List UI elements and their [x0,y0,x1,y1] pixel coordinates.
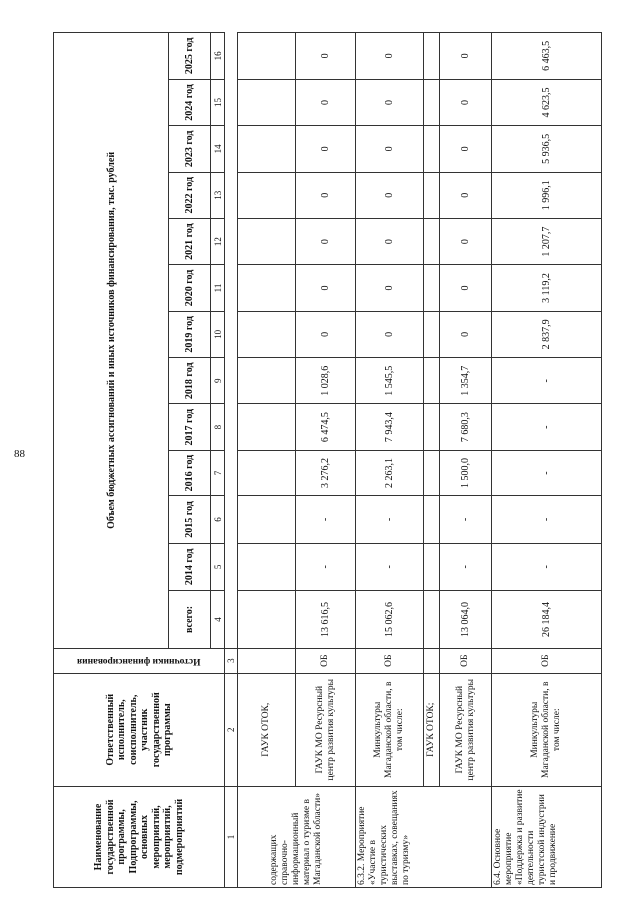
header-year: 2015 год [169,496,211,543]
row-source: ОБ [492,648,602,673]
row-value [238,33,296,80]
row-value: 0 [296,172,356,218]
header-year: 2022 год [169,172,211,218]
header-volume: Объем бюджетных ассигнований и иных источников финансирования, тыс. рублей [54,33,169,649]
header-col-source-text: Источники финансирования [77,655,201,666]
row-value: 3 276,2 [296,450,356,495]
table-row [440,33,492,888]
row-total: 13 064,0 [440,591,492,649]
row-value: 0 [356,218,424,264]
row-value: 3 119,2 [492,265,602,311]
header-year: 2025 год [169,33,211,80]
row-value [238,79,296,125]
row-value: - [492,496,602,543]
row-value: 1 207,7 [492,218,602,264]
header-col-source [54,648,225,673]
column-number: 2 [225,673,238,786]
row-value: 2 837,9 [492,311,602,357]
row-value [238,172,296,218]
row-value [424,218,440,264]
row-value [424,265,440,311]
row-value [424,543,440,590]
row-total: 15 062,6 [356,591,424,649]
rotated-table-container [53,32,613,888]
column-number: 16 [211,33,225,80]
row-value: 0 [356,311,424,357]
row-value: 7 943,4 [356,404,424,450]
row-value: - [356,543,424,590]
table-row [238,33,296,888]
header-year: 2019 год [169,311,211,357]
row-responsible: ГАУК ОТОК, [238,673,296,786]
row-responsible: ГАУК ОТОК; [424,673,440,786]
row-value: 0 [440,218,492,264]
row-value: 0 [356,126,424,172]
row-value [238,404,296,450]
row-value: 4 623,5 [492,79,602,125]
row-value [424,126,440,172]
row-source [424,648,440,673]
table-row [296,33,356,888]
row-value: - [296,543,356,590]
row-value: 0 [356,265,424,311]
financing-table [53,32,602,888]
row-source: ОБ [440,648,492,673]
header-year: 2023 год [169,126,211,172]
row-value: 0 [440,33,492,80]
column-number: 13 [211,172,225,218]
column-number: 4 [211,591,225,649]
row-responsible: Минкультуры Магаданской области, в том числе: [492,673,602,786]
header-year: 2014 год [169,543,211,590]
row-value: 0 [440,172,492,218]
row-value: 1 354,7 [440,358,492,404]
row-responsible: Минкультуры Магаданской области, в том числе: [356,673,424,786]
row-value [238,218,296,264]
row-value: 6 463,5 [492,33,602,80]
row-value: 0 [296,79,356,125]
row-total [238,591,296,649]
column-number: 3 [225,648,238,673]
header-year: 2024 год [169,79,211,125]
row-value: 1 996,1 [492,172,602,218]
table-row [492,33,602,888]
row-value: 0 [440,265,492,311]
column-number: 12 [211,218,225,264]
row-value: 0 [440,126,492,172]
row-value [424,311,440,357]
row-value [424,358,440,404]
row-value: 0 [296,126,356,172]
row-value [238,450,296,495]
header-col-name: Наименование государственной программы, Подпрограммы, основных мероприятий, мероприятий, подмероприятий [54,786,225,887]
row-value: - [492,404,602,450]
column-number-row-left [225,33,238,888]
column-number: 5 [211,543,225,590]
row-value [424,496,440,543]
row-source [238,648,296,673]
row-value [424,450,440,495]
header-year: 2018 год [169,358,211,404]
row-value: 0 [296,33,356,80]
row-value [238,265,296,311]
row-name: 6.3.2. Мероприятие «Участие в туристических выставках, совещаниях по туризму» [356,786,492,887]
header-year: 2016 год [169,450,211,495]
row-source: ОБ [356,648,424,673]
row-value: 0 [356,79,424,125]
row-value: - [356,496,424,543]
row-name: 6.4. Основное мероприятие «Поддержка и развитие деятельности туристской индустрии и продвижение [492,786,602,887]
spacer [225,33,238,649]
row-total: 13 616,5 [296,591,356,649]
row-source: ОБ [296,648,356,673]
header-year: 2017 год [169,404,211,450]
header-year: 2020 год [169,265,211,311]
column-number: 11 [211,265,225,311]
row-value: 2 263,1 [356,450,424,495]
page-number: 88 [14,448,25,460]
row-value: - [492,450,602,495]
column-number: 15 [211,79,225,125]
row-value: 0 [356,172,424,218]
row-value [238,543,296,590]
row-responsible: ГАУК МО Ресурсный центр развития культуры [440,673,492,786]
table-row [424,33,440,888]
row-value [238,126,296,172]
row-responsible: ГАУК МО Ресурсный центр развития культуры [296,673,356,786]
column-number: 7 [211,450,225,495]
header-total: всего: [169,591,211,649]
column-number: 14 [211,126,225,172]
column-number: 1 [225,786,238,887]
row-value: 0 [296,311,356,357]
row-value: - [440,496,492,543]
row-value: 1 545,5 [356,358,424,404]
row-value [424,33,440,80]
row-value [238,496,296,543]
row-value: 1 500,0 [440,450,492,495]
row-value [424,404,440,450]
row-value: - [492,543,602,590]
column-number: 10 [211,311,225,357]
row-total: 26 184,4 [492,591,602,649]
row-value: 0 [440,311,492,357]
header-col-responsible: Ответственный исполнитель, соисполнитель, участник государственной программы [54,673,225,786]
row-value: 7 680,3 [440,404,492,450]
row-value: 1 028,6 [296,358,356,404]
row-value: - [440,543,492,590]
row-value: 0 [296,218,356,264]
column-number: 8 [211,404,225,450]
row-value [424,172,440,218]
row-value: 0 [296,265,356,311]
row-value [238,358,296,404]
header-year: 2021 год [169,218,211,264]
row-value: 5 936,5 [492,126,602,172]
row-value: - [296,496,356,543]
row-value [238,311,296,357]
row-value: 0 [356,33,424,80]
row-value: 6 474,5 [296,404,356,450]
row-value [424,79,440,125]
column-number: 9 [211,358,225,404]
row-total [424,591,440,649]
row-name: содержащих справочно-информационный материал о туризме в Магаданской области» [238,786,356,887]
table-row [356,33,424,888]
row-value: 0 [440,79,492,125]
column-number: 6 [211,496,225,543]
row-value: - [492,358,602,404]
